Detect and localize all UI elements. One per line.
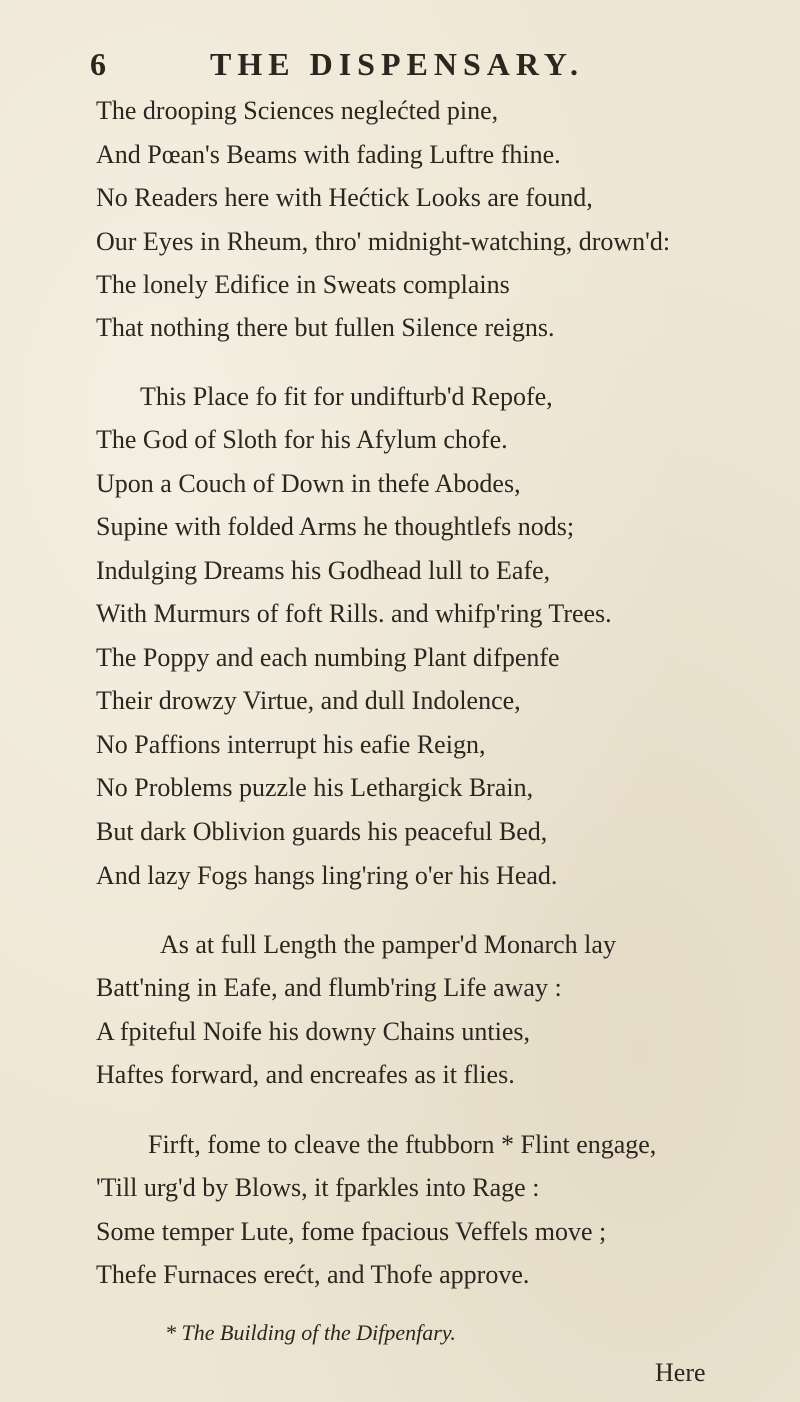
verse-line: Supine with folded Arms he thoughtlefs nods;	[96, 512, 575, 541]
verse-line: A fpiteful Noife his downy Chains unties,	[96, 1017, 531, 1046]
verse-line: And Pœan's Beams with fading Luftre fhine.	[96, 140, 561, 169]
verse-line: The Poppy and each numbing Plant difpenfe	[96, 643, 560, 672]
verse-line: 'Till urg'd by Blows, it fparkles into Rage :	[96, 1173, 540, 1202]
verse-line: No Readers here with Hećtick Looks are found,	[96, 183, 593, 212]
verse-line: The drooping Sciences neglećted pine,	[96, 96, 499, 125]
page-number: 6	[90, 46, 112, 82]
verse-line: This Place fo fit for undifturb'd Repofe,	[140, 382, 553, 411]
verse-line: Indulging Dreams his Godhead lull to Eafe,	[96, 556, 551, 585]
catchword: Here	[655, 1358, 706, 1387]
verse-line: That nothing there but fullen Silence reigns.	[96, 313, 555, 342]
verse-line: Our Eyes in Rheum, thro' midnight-watching, drown'd:	[96, 227, 671, 256]
verse-line: But dark Oblivion guards his peaceful Bed,	[96, 817, 548, 846]
verse-line: Their drowzy Virtue, and dull Indolence,	[96, 686, 521, 715]
verse-line: Upon a Couch of Down in thefe Abodes,	[96, 469, 521, 498]
verse-line: With Murmurs of foft Rills. and whifp'ring Trees.	[96, 599, 612, 628]
verse-line: The lonely Edifice in Sweats complains	[96, 270, 510, 299]
verse-line: As at full Length the pamper'd Monarch lay	[160, 930, 616, 959]
footnote: * The Building of the Difpenfary.	[165, 1320, 456, 1345]
verse-line: The God of Sloth for his Afylum chofe.	[96, 425, 508, 454]
verse-line: Batt'ning in Eafe, and flumb'ring Life away :	[96, 973, 562, 1002]
verse-line: Some temper Lute, fome fpacious Veffels move ;	[96, 1217, 607, 1246]
running-title: THE DISPENSARY.	[210, 46, 584, 82]
verse-line: And lazy Fogs hangs ling'ring o'er his Head.	[96, 861, 558, 890]
verse-line: Haftes forward, and encreafes as it flies.	[96, 1060, 515, 1089]
verse-line: No Problems puzzle his Lethargick Brain,	[96, 773, 534, 802]
running-header	[90, 46, 584, 83]
verse-line: Thefe Furnaces erećt, and Thofe approve.	[96, 1260, 530, 1289]
verse-line: No Paffions interrupt his eafie Reign,	[96, 730, 486, 759]
verse-line: Firft, fome to cleave the ftubborn * Flint engage,	[148, 1130, 657, 1159]
